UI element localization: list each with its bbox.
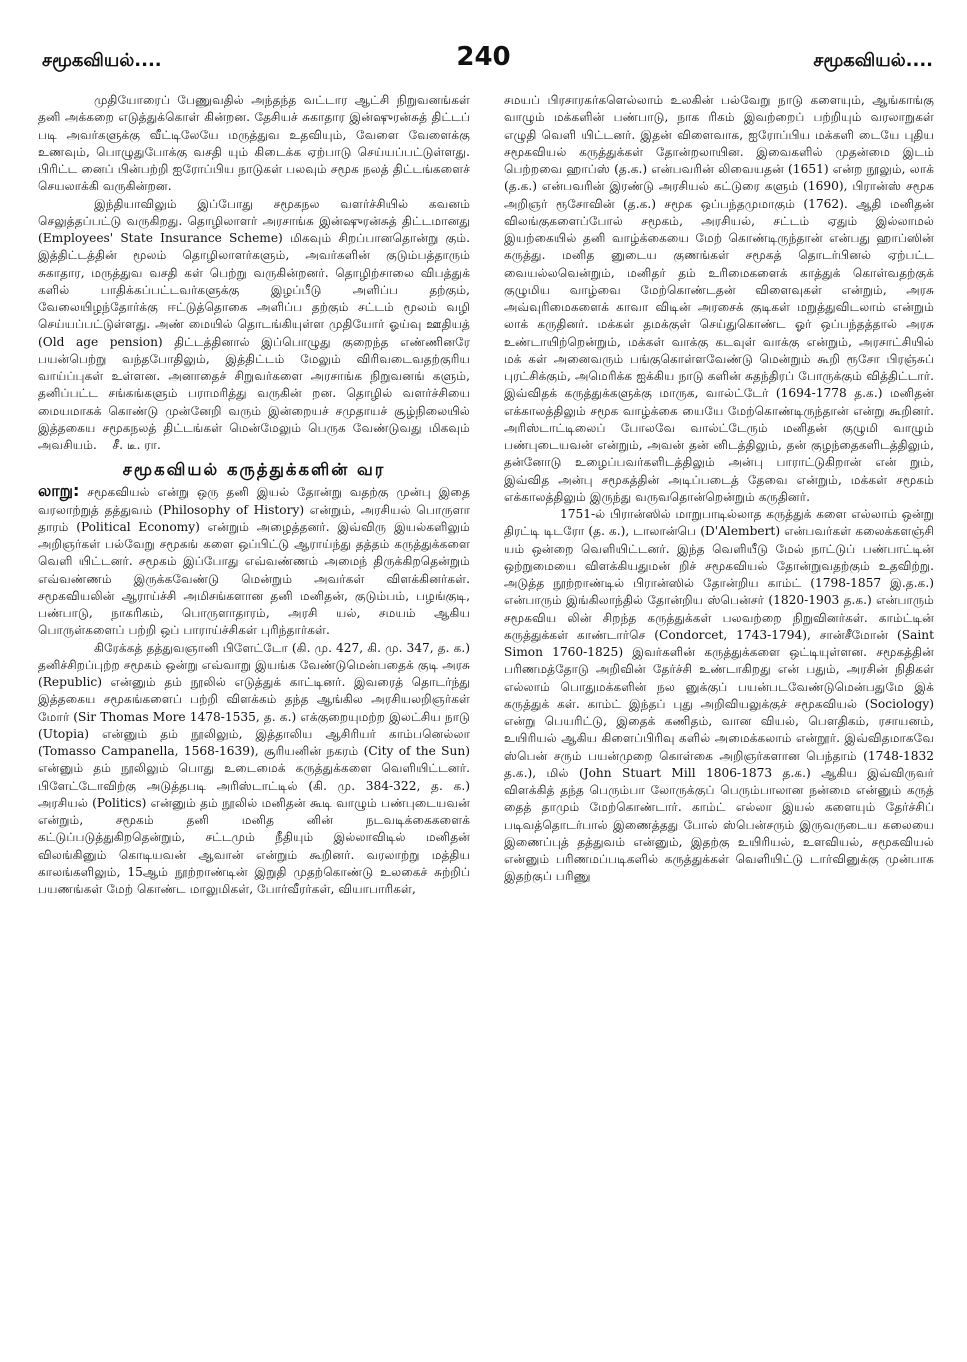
- page-number: 240: [456, 42, 511, 72]
- paragraph-elderly-care: முதியோரைப் பேணுவதில் அந்தந்த வட்டார ஆட்சி நிறுவனங்கள் தனி அக்கறை எடுத்துக்கொள் கின்றன. தேசியச் சுகாதார இன்ஷுரன்சுத் திட்டப் படி அவர்களுக்கு வீட்டிலேயே மருத்துவ உதவியும், வேளை வேளைக்கு உணவும், பொழுதுபோக்கு வசதி யும் கிடைக்க ஏற்பாடு செய்யப்பட்டுள்ளது. பிரிட்ட னைப் பின்பற்றி ஐரோப்பிய நாடுகள் பலவும் சமூக நலத் திட்டங்களைச் செயலாக்கி வருகின்றன.: [38, 93, 470, 194]
- section-heading-continuation: லாறு:: [38, 481, 80, 501]
- left-column: [38, 92, 470, 1354]
- paragraph-india-welfare-text: இந்தியாவிலும் இப்போது சமூகநல வளர்ச்சியில் கவனம் செலுத்தப்பட்டு வருகிறது. தொழிலாளர் அரசாங்க இன்ஷுரன்சுத் திட்டமானது (Employees' State Insurance Scheme) மிகவும் சிறப்பானதொன்று கும். இத்திட்டத்தின் மூலம் தொழிலாளர்களும், அவர்களின் குடும்பத்தாரும் சுகாதார, மருத்துவ வசதி கள் பெற்று வருகின்றனர். தொழிற்சாலை விபத்துக் களில் பாதிக்கப்பட்டவர்களுக்கு இழப்பீடு அளிப்ப தற்கும், வேலையிழந்தோர்க்கு ஈட்டுத்தொகை அளிப்ப தற்கும் சட்டம் மூலம் வழி செய்யப்பட்டுள்ளது. அண் மையில் தொடங்கியுள்ள முதியோர் ஓய்வு ஊதியத் (Old age pension) திட்டத்தினால் இப்பொழுது குறைந்த எண்ணினரே பயன்பெற்று வந்தபோதிலும், இத்திட்டம் மேலும் விரிவடைவதற்குரிய வாய்ப்புகள் உள்ளன. அனாதைச் சிறுவர்களை அரசாங்க நிறுவனங் களும், தனிப்பட்ட சங்கங்களும் பராமரித்து வருகின் றன. தொழில் வளர்ச்சியை மையமாகக் கொண்டு முன்னேறி வரும் இன்றையச் சமுதாயச் சூழ்நிலையில் இத்தகைய சமூகநலத் திட்டங்கள் மென்மேலும் பெருக வேண்டுவது மிகவும் அவசியம்.: [38, 196, 470, 452]
- page-header: [0, 0, 967, 78]
- running-head-right: சமூகவியல்....: [813, 50, 933, 71]
- paragraph-comte-spencer: 1751-ல் பிரான்ஸில் மாறுபாடில்லாத கருத்துக் களை எல்லாம் ஒன்று திரட்டி டிடரோ (த. க.), டாலான்பெ (D'Alembert) என்பவர்கள் கலைக்களஞ்சி யம் ஒன்றை வெளியிட்டனர். இந்த வெளியீடு மேல் நாட்டுப் பண்பாட்டின் ஒற்றுமையை விளக்கியதுமன் றிச் சமூகவியல் தோன்றுவதற்கும் உதவிற்று. அடுத்த நூற்றாண்டில் பிரான்ஸில் தோன்றிய காம்ட் (1798-1857 இ.த.க.) என்பாரும் இங்கிலாந்தில் தோன்றிய ஸ்பென்சர் (1820-1903 த.க.) என்பாரும் சமூகவிய லின் சிறந்த கருத்துக்கள் பலவற்றை நிறுவினர்கள். காம்ட்டின் கருத்துக்கள் காண்டார்செ (Condorcet, 1743-1794), சான்சீமோன் (Saint Simon 1760-1825) இவர்களின் கருத்துக்களை ஒட்டியுள்ளன. சமூகத்தின் பரிணமத்தோடு அறிவின் தேர்ச்சி உண்டாகிறது என் பதும், அரசின் நிதிகள் எல்லாம் பொதுமக்களின் நல னுக்குப் பயன்படவேண்டுமென்பதுமே இக் கருத்துக் கள். காம்ட் இந்தப் புது அறிவியலுக்குச் சமூகவியல் (Sociology) என்று பெயரிட்டு, இதைக் கணிதம், வான வியல், பௌதிகம், ரசாயனம், உயிரியல் ஆகிய கிளைப்பிரிவு களில் அமைக்கலாம் என்றூர். இவ்விதமாகவே ஸ்பென் சரும் பயன்முறை கொள்கை அறிஞர்களான பெந்தாம் (1748-1832 த.க.), மில் (John Stuart Mill 1806-1873 த.க.) ஆகிய இவ்விருவர் விளக்கித் தந்த பெரும்பா லோருக்குப் பெரும்பாலான நன்மை என்னும் கருத் தைத் தாமும் மேற்கொண்டார். காம்ட் எல்லா இயல் களையும் தேர்ச்சிப் படிவத்தொடர்பால் இணைத்தது போல் ஸ்பென்சரும் இருவருடைய கலையை இணைப்புத் தத்துவம் என்னும், இதற்கு உயிரியல், உளவியல், சமூகவியல் என்னும் பரிணமப்படிகளில் கருத்துக்கள் வெளியிட்டு டார்வினுக்கு முன்பாக இதற்குப் பரிணு: [504, 507, 934, 884]
- paragraph-history-intro: [38, 482, 470, 639]
- right-column: [504, 92, 934, 1354]
- paragraph-plato: கிரேக்கத் தத்துவஞானி பிளேட்டோ (கி. மு. 427, கி. மு. 347, த. க.) தனிச்சிறப்புற்ற சமூகம் ஒன்று எவ்வாறு இயங்க வேண்டுமென்பதைக் குடி அரசு (Republic) என்னும் தம் நூலில் எடுத்துக் காட்டினர். இவரைத் தொடர்ந்து இத்தகைய சமூகங்களைப் பற்றி விளக்கம் தந்த ஆங்கில அரசியலறிஞர்கள் மோர் (Sir Thomas More 1478-1535, த. க.) எக்குறையுமற்ற இலட்சிய நாடு (Utopia) என்னும் தம் நூலிலும், இத்தாலிய ஆசிரியர் காம்பனெல்லா (Tomasso Campanella, 1568-1639), சூரியனின் நகரம் (City of the Sun) என்னும் தம் நூலிலும் பொது உடைமைக் கருத்துக்களை வெளியிட்டனர். பிளேட்டோவிற்கு அடுத்தபடி அரிஸ்டாட்டில் (கி. மு. 384-322, த. க.) அரசியல் (Politics) என்னும் தம் நூலில் மனிதன் கூடி வாழும் பண்புடையவன் என்றும், சமூகம் தனி மனித னின் நடவடிக்கைகளைக் கட்டுப்படுத்துகிறதென்றும், சட்டமும் நீதியும் இல்லாவிடில் மனிதன் விலங்கினும் கொடியவன் ஆவான் என்றும் கூறினர். வரலாற்று மத்திய காலங்களிலும், 15ஆம் நூற்றாண்டின் இறுதி முதற்கொண்டு உலகைச் சுற்றிப் பயணங்கள் மேற் கொண்ட மாலுமிகள், போர்வீரர்கள், வியாபாரிகள்,: [38, 640, 470, 896]
- section-heading: சமூகவியல் கருத்துக்களின் வர: [122, 460, 386, 480]
- paragraph-hobbes-locke: சமயப் பிரசாரகர்களெல்லாம் உலகின் பல்வேறு நாடு களையும், ஆங்காங்கு வாழும் மக்களின் பண்பாடு, நாக ரிகம் இவற்றைப் பற்றியும் வரலாறுகள் எழுதி வெளி யிட்டனர். இதன் விளைவாக, ஐரோப்பிய மக்களி டையே புதிய சமூகவியல் கருத்துக்கள் தோன்றலாயின. இவைகளில் முதன்மை இடம் பெற்றவை ஹாப்ஸ் (த.க.) என்பவரின் லிவையதன் (1651) என்ற நூலும், லாக் (த.க.) என்பவரின் இரண்டு அரசியல் கட்டுரை களும் (1690), பிரான்ஸ் சமூக அறிஞர் ரூசோவின் (த.க.) சமூக ஒப்பந்தமுமாகும் (1762). ஆதி மனிதன் விலங்குகளைப்போல் சமூகம், அரசியல், சட்டம் ஏதும் இல்லாமல் இயற்கையில் தனி வாழ்க்கையை மேற் கொண்டிருந்தான் என்பது ஹாப்ஸின் கருத்து. மனித னுடைய குணங்கள் சமூகத் தொடர்பினல் ஏற்பட்ட வையல்லவென்றும், மனிதர் தம் உரிமைகளைக் காத்துக் கொள்வதற்குக் குழுமிய வாழ்வை மேற்கொண்டதன் விளைவுகள் என்றும், அரசு அவ்வுரிமைகளைக் காவா விடின் அரசைக் குடிகள் மறுத்துவிடலாம் என்றும் லாக் கருதினர். மக்கள் தமக்குள் செய்துகொண்ட ஓர் ஒப்பந்தத்தால் அரசு உண்டாயிற்றென்றும், மக்கள் வாக்கு கடவுள் வாக்கு என்றும், அரசாட்சியில் மக் கள் அனைவரும் பங்குகொள்ளவேண்டு மென்றும் கூறி ரூசோ பிரஞ்சுப் புரட்சிக்கும், அமெரிக்க ஐக்கிய நாடு களின் சுதந்திரப் போருக்கும் வித்திட்டார். இவ்விதக் கருத்துக்களுக்கு மாருக, வால்ட்டேர் (1694-1778 த.க.) மனிதன் எக்காலத்திலும் சமூக வாழ்க்கை யையே மேற்கொண்டிருந்தான் என்று கூறினர். அரிஸ்டாட்டிலைப் போலவே வால்ட்டேரும் மனிதன் குழுமி வாழும் பண்புடையவன் என்றும், அவன் தன் னிடத்திலும், தன் குழந்தைகளிடத்திலும், தன்னோடு உழைப்பவர்களிடத்திலும் அன்பு பாராட்டுகிறான் என் றும், இவ்வித அன்பு சமூகத்தின் அடிப்படைத் தேவை என்றும், மக்கள் சமூகம் எக்காலத்திலும் இருந்து வருவதொன்றென்றும் கருதினர்.: [504, 93, 934, 504]
- running-head-left: சமூகவியல்....: [42, 50, 162, 71]
- paragraph-history-intro-text: சமூகவியல் என்று ஒரு தனி இயல் தோன்று வதற்கு முன்பு இதை வரலாற்றுத் தத்துவம் (Philosophy of History) என்றும், அரசியல் பொருளா தாரம் (Political Economy) என்றும் அழைத்தனர். இவ்விரு இயல்களிலும் அறிஞர்கள் பல்வேறு சமூகங் களை ஒப்பிட்டு ஆராய்ந்து தத்தம் கருத்துக்களை வெளி யிட்டனர். சமூகம் இப்போது எவ்வண்ணம் அமைந் திருக்கிறதென்றும் எவ்வண்ணம் இருக்கவேண்டு மென்றும் அவர்கள் விளக்கினர்கள். சமூகவியலின் ஆராய்ச்சி அமிசங்களான தனி மனிதன், குடும்பம், பழங்குடி, பண்பாடு, நாகரிகம், பொருளாதாரம், அரசி யல், சமயம் ஆகிய பொருள்களைப் பற்றி ஒப் பாராய்ச்சிகள் புரிந்தார்கள்.: [38, 485, 470, 638]
- author-signature: சீ. டீ. ரா.: [112, 438, 161, 452]
- paragraph-india-welfare: [38, 196, 470, 455]
